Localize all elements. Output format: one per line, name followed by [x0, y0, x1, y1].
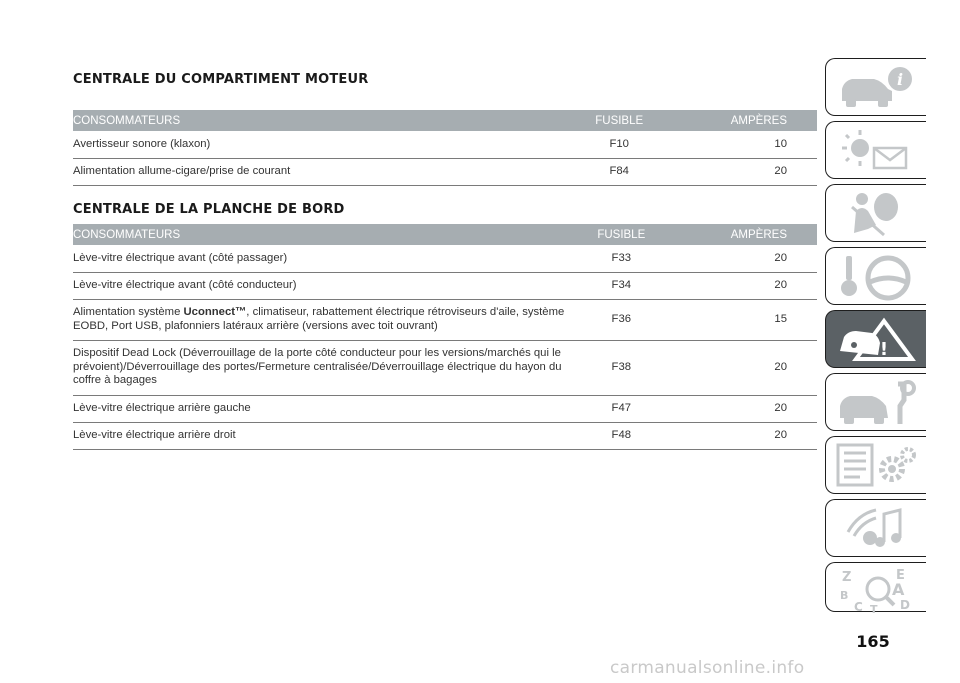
tab-car-info[interactable]	[825, 58, 926, 116]
tab-safety[interactable]	[825, 184, 926, 242]
table-row	[73, 395, 817, 422]
index-letter-b: B	[840, 589, 849, 602]
tab-technical-data[interactable]	[825, 436, 926, 494]
watermark: carmanualsonline.info	[610, 658, 805, 678]
column-header-consumers: CONSOMMATEURS	[73, 224, 577, 245]
table-header-row	[73, 224, 817, 245]
technical-data-icon	[834, 441, 922, 491]
table-row	[73, 131, 817, 158]
cell-fuse: F47	[577, 395, 666, 422]
table-row	[73, 272, 817, 299]
cell-consumer: Lève-vitre électrique arrière droit	[73, 422, 577, 449]
cell-fuse: F48	[577, 422, 666, 449]
cell-fuse: F10	[574, 131, 664, 158]
cell-amperes: 10	[664, 131, 817, 158]
column-header-fuse: FUSIBLE	[574, 110, 664, 131]
table-row	[73, 158, 817, 185]
section-title-engine: CENTRALE DU COMPARTIMENT MOTEUR	[73, 72, 369, 87]
tab-starting-driving[interactable]	[825, 247, 926, 305]
tab-maintenance[interactable]	[825, 373, 926, 431]
tab-index[interactable]	[825, 562, 926, 612]
svg-text:!: !	[879, 339, 889, 360]
index-letter-e: E	[896, 568, 905, 583]
cell-amperes: 20	[666, 395, 817, 422]
cell-amperes: 15	[666, 299, 817, 340]
index-icon	[834, 567, 922, 613]
section-title-dashboard: CENTRALE DE LA PLANCHE DE BORD	[73, 202, 345, 217]
table-row	[73, 422, 817, 449]
warning-lights-icon	[834, 126, 922, 176]
cell-consumer: Dispositif Dead Lock (Déverrouillage de la porte côté conducteur pour les versions/marchés qui le prévoient)/Déverrouillage des portes/Fermeture centralisée/Déverrouillage électrique du hayon du coffre à bagages	[73, 340, 577, 395]
tab-multimedia[interactable]	[825, 499, 926, 557]
table-row	[73, 245, 817, 272]
page-number: 165	[856, 632, 890, 651]
cell-fuse: F38	[577, 340, 666, 395]
cell-amperes: 20	[664, 158, 817, 185]
emergency-icon	[834, 315, 922, 365]
svg-text:i: i	[896, 70, 904, 89]
cell-consumer: Lève-vitre électrique arrière gauche	[73, 395, 577, 422]
cell-amperes: 20	[666, 422, 817, 449]
column-header-consumers: CONSOMMATEURS	[73, 110, 574, 131]
cell-fuse: F84	[574, 158, 664, 185]
cell-consumer-bold: Uconnect™	[183, 306, 247, 318]
car-info-icon	[834, 63, 922, 113]
index-letter-z: Z	[842, 570, 852, 585]
column-header-fuse: FUSIBLE	[577, 224, 666, 245]
cell-consumer	[73, 299, 577, 340]
dashboard-fuse-table	[73, 224, 817, 450]
cell-fuse: F34	[577, 272, 666, 299]
table-row	[73, 340, 817, 395]
index-letter-a: A	[892, 580, 905, 599]
table-header-row	[73, 110, 817, 131]
cell-consumer-rest: , climatiseur, rabattement électrique rétroviseurs d'aile, système EOBD, Port USB, plafonniers latéraux arrière (versions avec toit ouvrant)	[73, 306, 565, 332]
index-letter-d: D	[900, 598, 910, 612]
index-letter-t: T	[870, 603, 878, 613]
maintenance-icon	[834, 378, 922, 428]
cell-amperes: 20	[666, 340, 817, 395]
cell-fuse: F33	[577, 245, 666, 272]
multimedia-icon	[834, 504, 922, 554]
cell-consumer-prefix: Alimentation système	[73, 306, 184, 318]
cell-consumer: Lève-vitre électrique avant (côté passager)	[73, 245, 577, 272]
cell-consumer: Alimentation allume-cigare/prise de courant	[73, 158, 574, 185]
engine-fuse-table	[73, 110, 817, 186]
safety-airbag-icon	[834, 189, 922, 239]
cell-amperes: 20	[666, 272, 817, 299]
cell-fuse: F36	[577, 299, 666, 340]
tab-emergency[interactable]	[825, 310, 926, 368]
table-row	[73, 299, 817, 340]
column-header-amperes: AMPÈRES	[666, 224, 817, 245]
steering-key-icon	[834, 252, 922, 302]
cell-consumer: Lève-vitre électrique avant (côté conducteur)	[73, 272, 577, 299]
index-letter-c: C	[854, 600, 863, 613]
column-header-amperes: AMPÈRES	[664, 110, 817, 131]
tab-warning-lights[interactable]	[825, 121, 926, 179]
cell-amperes: 20	[666, 245, 817, 272]
cell-consumer: Avertisseur sonore (klaxon)	[73, 131, 574, 158]
